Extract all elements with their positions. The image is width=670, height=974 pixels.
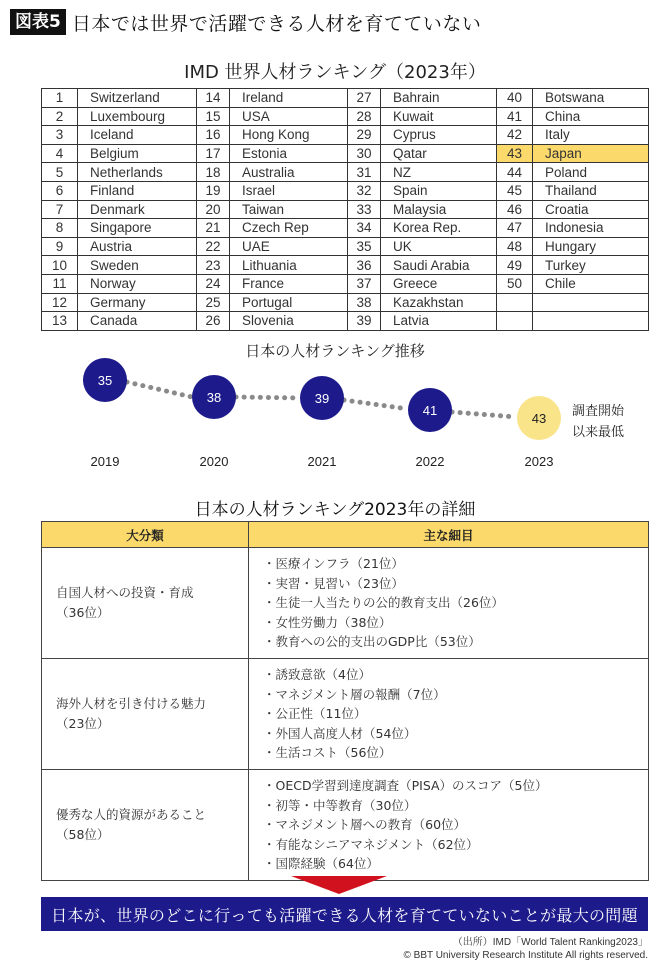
- country-name: France: [230, 274, 348, 293]
- rank-number: 31: [348, 163, 381, 182]
- country-name: Belgium: [78, 144, 197, 163]
- sub-item: ・初等・中等教育（30位）: [263, 797, 417, 813]
- ranking-row: [42, 219, 649, 238]
- year-label-2019: 2019: [90, 454, 120, 469]
- country-name: Luxembourg: [78, 107, 197, 126]
- country-name: Denmark: [78, 200, 197, 219]
- country-name-highlighted: Japan: [533, 144, 649, 163]
- rank-number: [497, 312, 533, 331]
- country-name: Hungary: [533, 237, 649, 256]
- country-name: Ireland: [230, 89, 348, 108]
- ranking-row: [42, 144, 649, 163]
- rank-number: 22: [197, 237, 230, 256]
- rank-number: 45: [497, 181, 533, 200]
- items-cell: [249, 769, 649, 880]
- country-name: Kazakhstan: [381, 293, 497, 312]
- country-name: UK: [381, 237, 497, 256]
- country-name: Croatia: [533, 200, 649, 219]
- category-name: 海外人材を引き付ける魅力: [56, 695, 207, 711]
- note-line-1: 調査開始: [572, 404, 625, 419]
- country-name: Korea Rep.: [381, 219, 497, 238]
- rank-number: 37: [348, 274, 381, 293]
- rank-number: 18: [197, 163, 230, 182]
- trend-point-2019: 35: [83, 358, 127, 402]
- country-name: Australia: [230, 163, 348, 182]
- rank-number: 49: [497, 256, 533, 275]
- country-name: Cyprus: [381, 126, 497, 145]
- rank-number: 7: [42, 200, 78, 219]
- sub-item: ・マネジメント層の報酬（7位）: [263, 686, 446, 702]
- sub-item: ・医療インフラ（21位）: [263, 556, 404, 571]
- category-rank: （23位）: [56, 715, 110, 731]
- rank-number: 6: [42, 181, 78, 200]
- conclusion-banner: 日本が、世界のどこに行っても活躍できる人材を育てていないことが最大の問題: [41, 897, 648, 931]
- category-name: 自国人材への投資・育成: [56, 584, 194, 600]
- rank-number: 48: [497, 237, 533, 256]
- sub-item: ・OECD学習到達度調査（PISA）のスコア（5位）: [263, 777, 548, 793]
- category-rank: （36位）: [56, 604, 110, 620]
- rank-number: 33: [348, 200, 381, 219]
- source-line: （出所）IMD「World Talent Ranking2023」: [452, 937, 648, 948]
- ranking-row: [42, 312, 649, 331]
- country-name: Kuwait: [381, 107, 497, 126]
- country-name: Austria: [78, 237, 197, 256]
- ranking-table-body: [42, 89, 649, 331]
- items-cell: [249, 548, 649, 659]
- rank-number-highlighted: 43: [497, 144, 533, 163]
- trend-point-2020: 38: [192, 375, 236, 419]
- country-name: Thailand: [533, 181, 649, 200]
- ranking-title: IMD 世界人材ランキング（2023年）: [184, 62, 486, 83]
- country-name: Israel: [230, 181, 348, 200]
- rank-number: 29: [348, 126, 381, 145]
- rank-number: 44: [497, 163, 533, 182]
- country-name: Greece: [381, 274, 497, 293]
- sub-item: ・女性労働力（38位）: [263, 614, 392, 630]
- category-name: 優秀な人的資源があること: [56, 806, 207, 822]
- detail-row: [42, 658, 649, 769]
- lowest-ever-note: [572, 401, 624, 443]
- country-name: Portugal: [230, 293, 348, 312]
- copyright-line: © BBT University Research Institute All rights reserved.: [403, 950, 648, 961]
- rank-number: 38: [348, 293, 381, 312]
- rank-number: 15: [197, 107, 230, 126]
- rank-number: 13: [42, 312, 78, 331]
- ranking-row: [42, 126, 649, 145]
- trend-point-2022: 41: [408, 388, 452, 432]
- country-name: Slovenia: [230, 312, 348, 331]
- country-name: Iceland: [78, 126, 197, 145]
- rank-number: 39: [348, 312, 381, 331]
- detail-title: 日本の人材ランキング2023年の詳細: [194, 500, 476, 520]
- rank-number: 25: [197, 293, 230, 312]
- rank-number: 34: [348, 219, 381, 238]
- sub-item: ・実習・見習い（23位）: [263, 575, 404, 591]
- note-line-2: 以来最低: [572, 425, 625, 440]
- year-label-2022: 2022: [415, 454, 445, 469]
- rank-number: 4: [42, 144, 78, 163]
- ranking-row: [42, 200, 649, 219]
- ranking-row: [42, 181, 649, 200]
- year-label-2023: 2023: [524, 454, 554, 469]
- figure-header: [10, 7, 481, 37]
- category-cell: [42, 658, 249, 769]
- country-name: Norway: [78, 274, 197, 293]
- figure-label: 図表5: [10, 9, 66, 35]
- detail-header-row: [42, 522, 649, 548]
- rank-number: 21: [197, 219, 230, 238]
- country-name: Turkey: [533, 256, 649, 275]
- country-name: Italy: [533, 126, 649, 145]
- rank-number: 3: [42, 126, 78, 145]
- country-name: Latvia: [381, 312, 497, 331]
- down-arrow-icon: [291, 876, 387, 894]
- figure-title: 日本では世界で活躍できる人材を育てていない: [71, 12, 482, 35]
- year-label-2020: 2020: [199, 454, 229, 469]
- country-name: Netherlands: [78, 163, 197, 182]
- rank-number: 46: [497, 200, 533, 219]
- sub-item: ・教育への公的支出のGDP比（53位）: [263, 634, 481, 650]
- ranking-row: [42, 293, 649, 312]
- detail-table: [41, 521, 649, 881]
- rank-number: 20: [197, 200, 230, 219]
- rank-number: 5: [42, 163, 78, 182]
- ranking-row: [42, 274, 649, 293]
- country-name: Qatar: [381, 144, 497, 163]
- country-name: Czech Rep: [230, 219, 348, 238]
- rank-number: [497, 293, 533, 312]
- country-name: Hong Kong: [230, 126, 348, 145]
- country-name: Sweden: [78, 256, 197, 275]
- rank-number: 50: [497, 274, 533, 293]
- rank-number: 41: [497, 107, 533, 126]
- rank-number: 30: [348, 144, 381, 163]
- sub-item: ・公正性（11位）: [263, 706, 367, 722]
- category-cell: [42, 548, 249, 659]
- sub-item: ・生活コスト（56位）: [263, 745, 392, 761]
- country-name: Malaysia: [381, 200, 497, 219]
- rank-number: 19: [197, 181, 230, 200]
- ranking-row: [42, 89, 649, 108]
- sub-item: ・有能なシニアマネジメント（62位）: [263, 836, 479, 852]
- country-name: Finland: [78, 181, 197, 200]
- country-name: Bahrain: [381, 89, 497, 108]
- sub-item: ・マネジメント層への教育（60位）: [263, 817, 467, 833]
- rank-number: 36: [348, 256, 381, 275]
- rank-number: 14: [197, 89, 230, 108]
- rank-number: 2: [42, 107, 78, 126]
- country-name: Taiwan: [230, 200, 348, 219]
- rank-number: 35: [348, 237, 381, 256]
- country-name: Canada: [78, 312, 197, 331]
- rank-number: 28: [348, 107, 381, 126]
- rank-number: 16: [197, 126, 230, 145]
- detail-row: [42, 548, 649, 659]
- country-name: NZ: [381, 163, 497, 182]
- year-label-2021: 2021: [307, 454, 337, 469]
- rank-number: 47: [497, 219, 533, 238]
- rank-number: 10: [42, 256, 78, 275]
- country-name: USA: [230, 107, 348, 126]
- country-name: Spain: [381, 181, 497, 200]
- category-rank: （58位）: [56, 826, 110, 842]
- country-name: Switzerland: [78, 89, 197, 108]
- source-credit: [404, 936, 649, 962]
- country-name: UAE: [230, 237, 348, 256]
- country-name: [533, 293, 649, 312]
- rank-number: 1: [42, 89, 78, 108]
- trend-title: 日本の人材ランキング推移: [245, 342, 425, 360]
- rank-number: 12: [42, 293, 78, 312]
- detail-row: [42, 769, 649, 880]
- country-name: Germany: [78, 293, 197, 312]
- country-name: Saudi Arabia: [381, 256, 497, 275]
- rank-number: 23: [197, 256, 230, 275]
- country-name: Indonesia: [533, 219, 649, 238]
- ranking-row: [42, 107, 649, 126]
- category-cell: [42, 769, 249, 880]
- ranking-table: [41, 88, 649, 331]
- rank-number: 11: [42, 274, 78, 293]
- rank-number: 42: [497, 126, 533, 145]
- rank-number: 27: [348, 89, 381, 108]
- detail-table-body: [42, 548, 649, 881]
- country-name: Singapore: [78, 219, 197, 238]
- rank-number: 32: [348, 181, 381, 200]
- country-name: Botswana: [533, 89, 649, 108]
- rank-number: 17: [197, 144, 230, 163]
- ranking-row: [42, 256, 649, 275]
- sub-item: ・誘致意欲（4位）: [263, 666, 371, 682]
- ranking-row: [42, 237, 649, 256]
- sub-item: ・生徒一人当たりの公的教育支出（26位）: [263, 595, 504, 611]
- country-name: [533, 312, 649, 331]
- country-name: Lithuania: [230, 256, 348, 275]
- sub-item: ・国際経験（64位）: [263, 856, 379, 872]
- country-name: Chile: [533, 274, 649, 293]
- items-cell: [249, 658, 649, 769]
- rank-number: 9: [42, 237, 78, 256]
- rank-number: 40: [497, 89, 533, 108]
- rank-number: 24: [197, 274, 230, 293]
- country-name: China: [533, 107, 649, 126]
- header-category: 大分類: [42, 522, 249, 548]
- country-name: Estonia: [230, 144, 348, 163]
- country-name: Poland: [533, 163, 649, 182]
- trend-point-2021: 39: [300, 376, 344, 420]
- rank-number: 26: [197, 312, 230, 331]
- header-items: 主な細目: [249, 522, 649, 548]
- trend-point-2023: 43: [517, 396, 561, 440]
- rank-number: 8: [42, 219, 78, 238]
- ranking-row: [42, 163, 649, 182]
- sub-item: ・外国人高度人材（54位）: [263, 725, 417, 741]
